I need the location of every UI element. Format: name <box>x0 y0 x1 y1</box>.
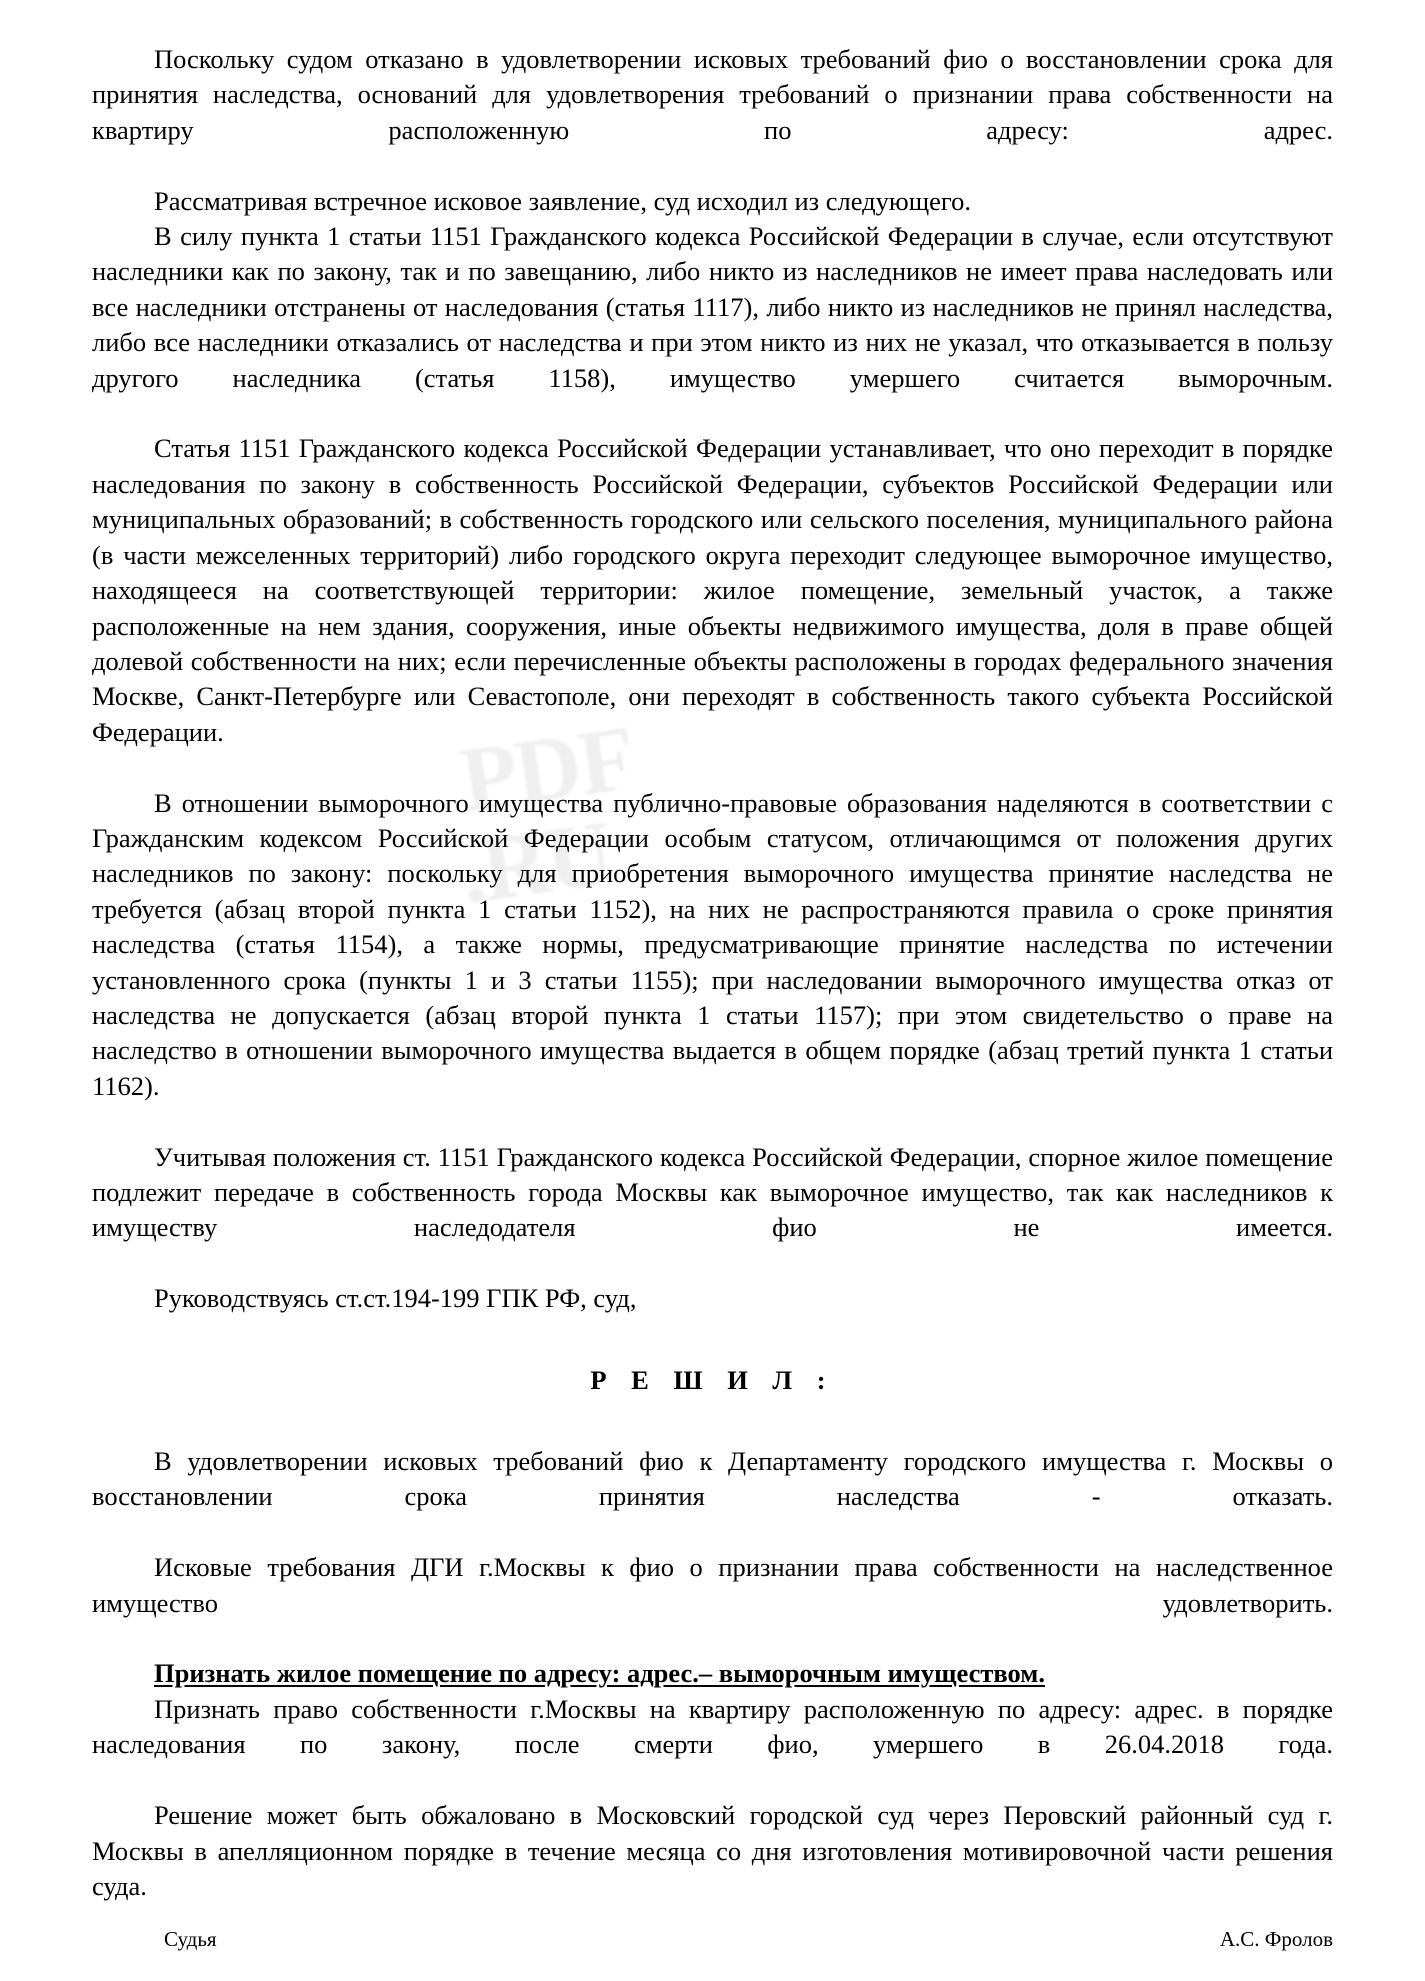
paragraph-7: Руководствуясь ст.ст.194-199 ГПК РФ, суд, <box>154 1283 637 1314</box>
signature-block <box>92 1925 1333 1953</box>
judge-name: А.С. Фролов <box>1219 1927 1333 1951</box>
ruling-heading: Р Е Ш И Л : <box>590 1364 835 1395</box>
paragraph-3: В силу пункта 1 статьи 1151 Гражданского кодекса Российской Федерации в случае, если отсутствуют наследники как по закону, так и по завещанию, либо никто из наследников не имеет права наследовать или все наследники отстранены от наследования (статья 1117), либо никто из наследников не принял наследства, либо все наследники отказались от наследства и при этом никто из них не указал, что отказывается в пользу другого наследника (статья 1158), имущество умершего считается выморочным. <box>92 221 1333 393</box>
ruling-paragraph-2: Исковые требования ДГИ г.Москвы к фио о признании права собственности на наследственное имущество удовлетворить. <box>92 1552 1333 1618</box>
paragraph-6: Учитывая положения ст. 1151 Гражданского кодекса Российской Федерации, спорное жилое помещение подлежит передаче в собственность города Москвы как выморочное имущество, так как наследников к имуществу наследодателя фио не имеется. <box>92 1141 1333 1243</box>
judge-role-label: Судья <box>164 1927 217 1951</box>
spacer-below-ruling-heading <box>92 1398 1333 1444</box>
emphasized-ruling-text: Признать жилое помещение по адресу: адрес.– выморочным имуществом. <box>154 1658 1045 1689</box>
paragraph-2: Рассматривая встречное исковое заявление, суд исходил из следующего. <box>154 185 971 216</box>
paragraph-5: В отношении выморочного имущества публично-правовые образования наделяются в соответствии с Гражданским кодексом Российской Федерации особым статусом, отличающимся от положения других наследников по закону: поскольку для приобретения выморочного имущества принятие наследства не требуется (абзац второй пункта 1 статьи 1152), на них не распространяются правила о сроке принятия наследства (статья 1154), а также нормы, предусматривающие принятие наследства по истечении установленного срока (пункты 1 и 3 статьи 1155); при наследовании выморочного имущества отказ от наследства не допускается (абзац второй пункта 1 статьи 1157); при этом свидетельство о праве на наследство в отношении выморочного имущества выдается в общем порядке (абзац третий пункта 1 статьи 1162). <box>92 787 1333 1101</box>
paragraph-1: Поскольку судом отказано в удовлетворении исковых требований фио о восстановлении срока для принятия наследства, оснований для удовлетворения требований о признании права собственности на квартиру расположенную по адресу: адрес. <box>92 44 1333 145</box>
spacer-above-ruling-heading <box>92 1317 1333 1363</box>
emphasized-ruling-line <box>92 1656 1333 1691</box>
closing-paragraph-2: Решение может быть обжаловано в Московский городской суд через Перовский районный суд г. Москвы в апелляционном порядке в течение месяца со дня изготовления мотивировочной части решения суда. <box>92 1800 1333 1901</box>
closing-paragraph-1: Признать право собственности г.Москвы на квартиру расположенную по адресу: адрес. в порядке наследования по закону, после смерти фио, умершего в 26.04.2018 года. <box>92 1693 1333 1760</box>
watermark-line-2: .RU <box>454 801 617 924</box>
watermark-line-1: PDF <box>454 705 640 832</box>
ruling-paragraph-1: В удовлетворении исковых требований фио к Департаменту городского имущества г. Москвы о восстановлении срока принятия наследства - отказать. <box>92 1446 1333 1512</box>
paragraph-4: Статья 1151 Гражданского кодекса Российской Федерации устанавливает, что оно переходит в порядке наследования по закону в собственность Российской Федерации, субъектов Российской Федерации или муниципальных образований; в собственность городского или сельского поселения, муниципального района (в части межселенных территорий) либо городского округа переходит следующее выморочное имущество, находящееся на соответствующей территории: жилое помещение, земельный участок, а также расположенные на нем здания, сооружения, иные объекты недвижимого имущества, доля в праве общей долевой собственности на них; если перечисленные объекты расположены в городах федерального значения Москве, Санкт-Петербурге или Севастополе, они переходят в собственность такого субъекта Российской Федерации. <box>92 433 1333 747</box>
